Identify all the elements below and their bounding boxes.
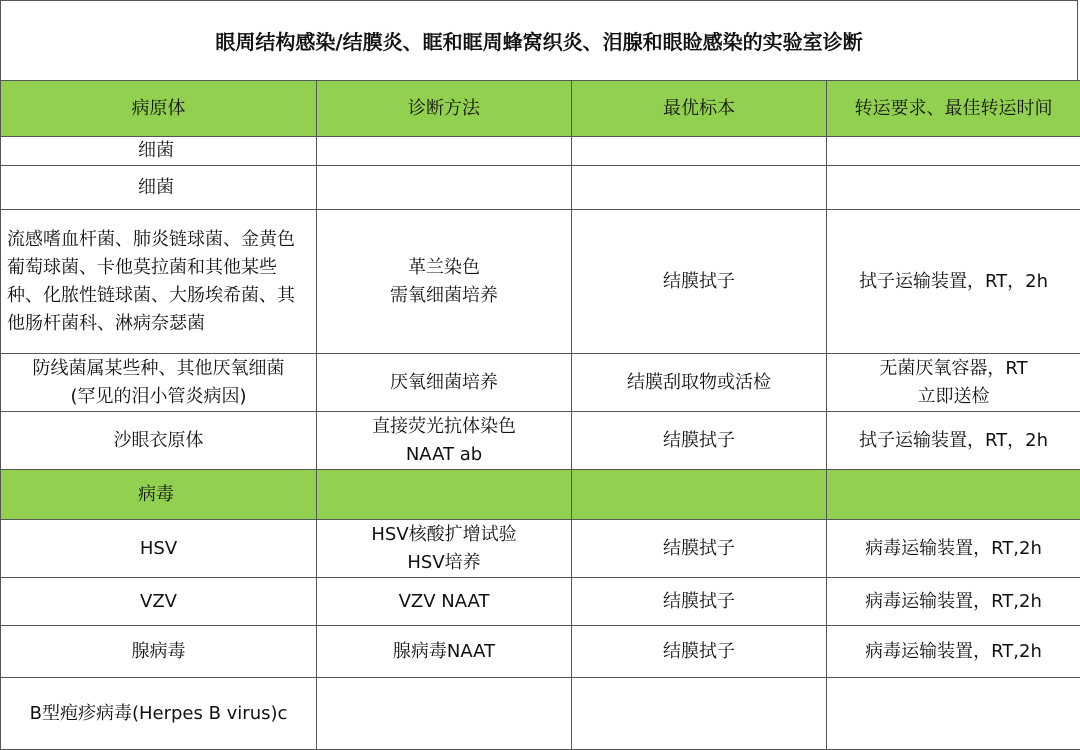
header-specimen: 最优标本 (572, 81, 827, 137)
method-cell (317, 166, 572, 210)
table-row (1, 626, 1080, 678)
transport-cell: 无菌厌氧容器，RT 立即送检 (827, 354, 1080, 412)
method-cell (317, 137, 572, 166)
pathogen-cell: 防线菌属某些种、其他厌氧细菌 (罕见的泪小管炎病因) (1, 354, 317, 412)
table-row (1, 412, 1080, 470)
pathogen-cell: 腺病毒 (1, 626, 317, 678)
transport-cell: 病毒运输装置，RT,2h (827, 520, 1080, 578)
pathogen-cell: 细菌 (1, 166, 317, 210)
method-cell: 腺病毒NAAT (317, 626, 572, 678)
transport-cell: 病毒运输装置，RT,2h (827, 626, 1080, 678)
transport-cell: 拭子运输装置，RT，2h (827, 210, 1080, 354)
method-cell (317, 678, 572, 750)
table-row (1, 520, 1080, 578)
header-row (1, 81, 1080, 137)
specimen-cell: 结膜拭子 (572, 412, 827, 470)
table-title: 眼周结构感染/结膜炎、眶和眶周蜂窝织炎、泪腺和眼睑感染的实验室诊断 (0, 0, 1078, 80)
transport-cell (827, 470, 1080, 520)
specimen-cell (572, 166, 827, 210)
diagnosis-table (0, 80, 1080, 750)
method-cell (317, 470, 572, 520)
table-row (1, 354, 1080, 412)
method-cell: 革兰染色 需氧细菌培养 (317, 210, 572, 354)
specimen-cell: 结膜拭子 (572, 520, 827, 578)
pathogen-cell: 沙眼衣原体 (1, 412, 317, 470)
method-cell: VZV NAAT (317, 578, 572, 626)
pathogen-cell: 细菌 (1, 137, 317, 166)
pathogen-cell: VZV (1, 578, 317, 626)
specimen-cell (572, 678, 827, 750)
table-row (1, 678, 1080, 750)
header-pathogen: 病原体 (1, 81, 317, 137)
header-method: 诊断方法 (317, 81, 572, 137)
transport-cell (827, 137, 1080, 166)
method-cell: 厌氧细菌培养 (317, 354, 572, 412)
specimen-cell (572, 137, 827, 166)
specimen-cell (572, 470, 827, 520)
table-row (1, 166, 1080, 210)
table-row (1, 210, 1080, 354)
specimen-cell: 结膜拭子 (572, 578, 827, 626)
pathogen-cell: B型疱疹病毒(Herpes B virus)c (1, 678, 317, 750)
transport-cell: 病毒运输装置，RT,2h (827, 578, 1080, 626)
transport-cell (827, 678, 1080, 750)
section-row-virus (1, 470, 1080, 520)
specimen-cell: 结膜拭子 (572, 210, 827, 354)
method-cell: 直接荧光抗体染色 NAAT ab (317, 412, 572, 470)
pathogen-cell: 流感嗜血杆菌、肺炎链球菌、金黄色葡萄球菌、卡他莫拉菌和其他某些种、化脓性链球菌、大肠埃希菌、其他肠杆菌科、淋病奈瑟菌 (1, 210, 317, 354)
transport-cell: 拭子运输装置，RT，2h (827, 412, 1080, 470)
pathogen-cell: HSV (1, 520, 317, 578)
table-row (1, 137, 1080, 166)
table-row (1, 578, 1080, 626)
transport-cell (827, 166, 1080, 210)
section-label: 病毒 (1, 470, 317, 520)
method-cell: HSV核酸扩增试验 HSV培养 (317, 520, 572, 578)
specimen-cell: 结膜拭子 (572, 626, 827, 678)
specimen-cell: 结膜刮取物或活检 (572, 354, 827, 412)
header-transport: 转运要求、最佳转运时间 (827, 81, 1080, 137)
